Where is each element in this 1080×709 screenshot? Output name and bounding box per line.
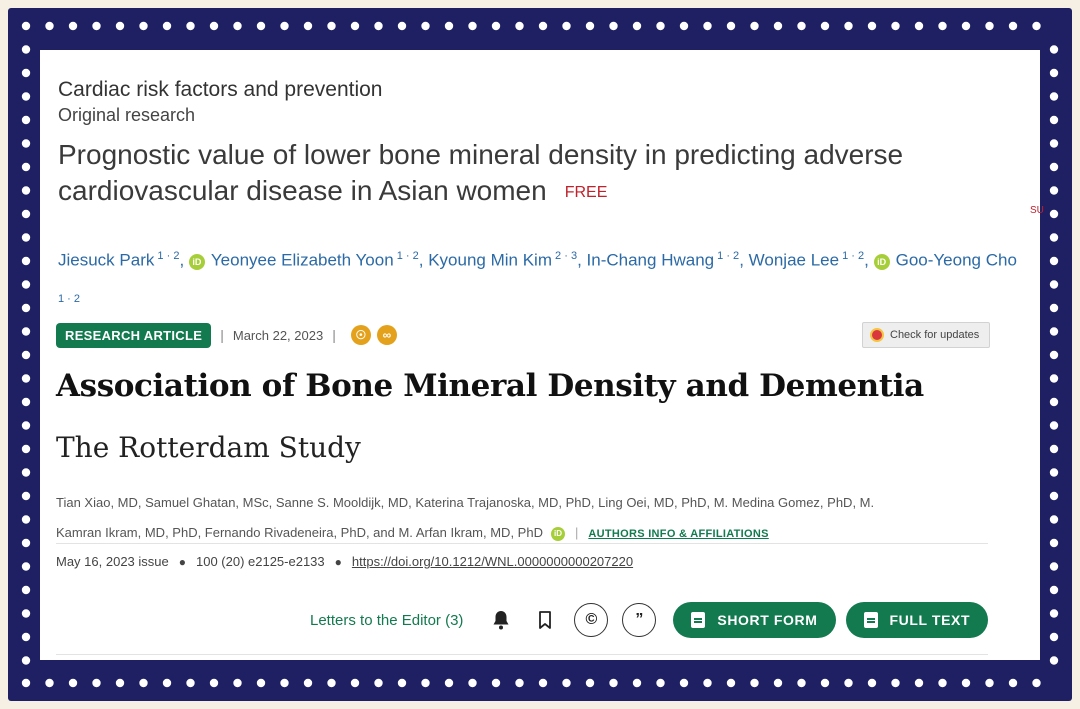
separator: | [574,525,579,540]
pdf-icon [691,612,705,628]
author-affiliation[interactable]: 2 · 3 [552,250,578,262]
author-name[interactable]: Jiesuck Park [58,250,155,270]
article-category[interactable]: Cardiac risk factors and prevention [58,78,383,101]
author-affiliation[interactable]: 1 · 2 [839,250,865,262]
authors-line-2-text: Kamran Ikram, MD, PhD, Fernando Rivadeneira, PhD, and M. Arfan Ikram, MD, PhD [56,525,543,540]
doi-link[interactable]: https://doi.org/10.1212/WNL.0000000000207220 [351,554,634,569]
authors-line-1: Tian Xiao, MD, Samuel Ghatan, MSc, Sanne S. Mooldijk, MD, Katerina Trajanoska, MD, PhD, Ling Oei, MD, PhD, M. Medina Gomez, PhD, M. [56,495,875,510]
check-for-updates-label: Check for updates [890,329,980,341]
free-badge: FREE [564,184,608,201]
research-article-badge: RESEARCH ARTICLE [56,323,211,348]
issue-info [56,554,633,569]
short-form-label: SHORT FORM [717,612,818,628]
short-form-button[interactable] [673,602,835,638]
pdf-icon [864,612,878,628]
publication-date: March 22, 2023 [232,327,324,343]
orcid-icon[interactable]: iD [874,254,890,270]
separator: | [332,327,336,343]
author-name[interactable]: In-Chang Hwang [586,250,715,270]
author-name[interactable]: Wonjae Lee [748,250,840,270]
divider [56,654,988,655]
article2-title: Association of Bone Mineral Density and Dementia [56,368,924,404]
alert-bell-icon[interactable] [484,603,518,637]
author-name[interactable]: Kyoung Min Kim [428,250,552,270]
article-title[interactable] [58,137,1018,211]
author-affiliation[interactable]: 1 · 2 [393,250,419,262]
check-for-updates-button[interactable] [862,322,990,348]
letters-to-editor-link[interactable]: Letters to the Editor (3) [310,611,464,629]
permissions-copyright-icon[interactable]: © [574,603,608,637]
article2-author-list [56,488,986,549]
article-title-text[interactable]: Prognostic value of lower bone mineral density in predicting adverse cardiovascular disease in Asian women [58,139,904,206]
volume-pages: 100 (20) e2125-e2133 [195,554,325,569]
orcid-icon[interactable]: iD [551,527,565,541]
divider [56,543,988,544]
bullet: ● [334,554,342,569]
author-affiliation[interactable]: 1 · 2 [714,250,740,262]
full-text-button[interactable] [846,602,989,638]
author-affiliation[interactable]: 1 · 2 [58,292,81,305]
article2-subtitle: The Rotterdam Study [56,431,361,464]
screenshot-panel [40,50,1044,660]
article-meta-row [56,322,397,348]
crossmark-icon [870,328,884,342]
bullet: ● [178,554,186,569]
authors-affiliations-link[interactable]: AUTHORS INFO & AFFILIATIONS [588,528,769,540]
cropped-text: SU [1030,205,1044,216]
cite-quote-icon[interactable]: ” [622,603,656,637]
free-access-icon: ∞ [377,325,397,345]
author-affiliation[interactable]: 1 · 2 [154,250,180,262]
separator: | [220,327,224,343]
open-access-icon: ☉ [351,325,371,345]
orcid-icon[interactable]: iD [189,254,205,270]
bookmark-icon[interactable] [528,603,562,637]
author-name[interactable]: Yeonyee Elizabeth Yoon [210,250,394,270]
article-type: Original research [58,105,196,125]
issue-date[interactable]: May 16, 2023 issue [56,554,169,569]
authors-line-2 [56,518,986,549]
article-actions-toolbar [310,602,988,638]
full-text-label: FULL TEXT [889,612,971,628]
author-name[interactable]: Goo-Yeong Cho [895,250,1017,270]
author-list: Jiesuck Park $^{1 \cdot 2}$, iD Yeonyee Elizabeth Yoon $^{1 \cdot 2}$, Kyoung Min Kim $^{2 \cdot 3}$, In-Chang Hwang $^{1 \cdot 2}$, Wonjae Lee $^{1 \cdot 2}$, iD Goo-Yeong Cho $^{1 \cdot 2}$ [58,250,1017,305]
